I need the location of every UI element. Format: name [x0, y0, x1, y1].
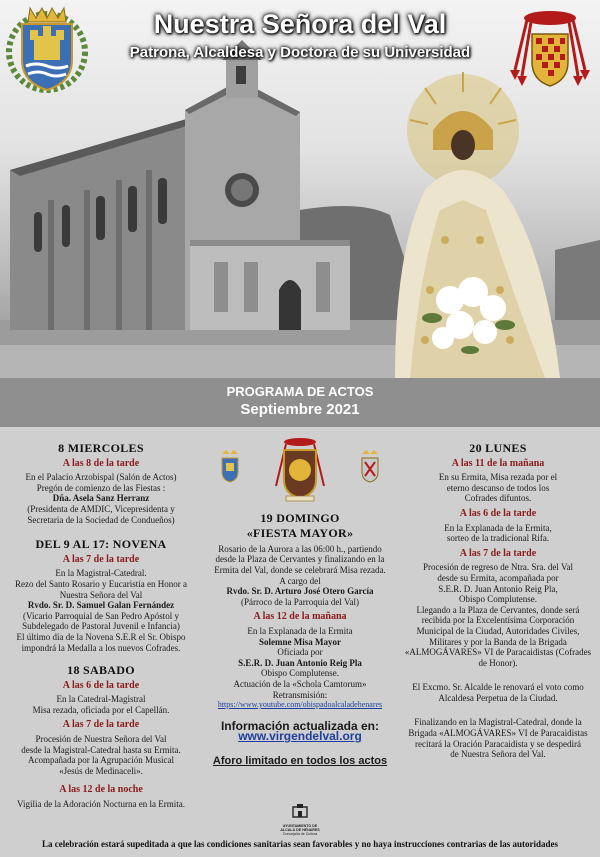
event-text: Oficiada por — [277, 647, 323, 658]
event-text: En la Magistral-Catedral. — [55, 568, 147, 579]
event-text: Llegando a la Plaza de Cervantes, donde será — [416, 604, 580, 615]
page-title: Nuestra Señora del Val — [153, 9, 447, 39]
page-subtitle: Patrona, Alcaldesa y Doctora de su Universidad — [129, 44, 471, 61]
event-text: En su Ermita, Misa rezada por el — [438, 472, 558, 483]
hero-photo-area — [0, 0, 600, 378]
event-text: Alcaldesa Perpetua de la Ciudad. — [438, 692, 558, 703]
event-text: desde la Plaza de Cervantes y finalizando en la — [215, 554, 385, 565]
event-text: recibida por la Excelentísima Corporación — [421, 615, 575, 626]
event-time: A las 7 de la tarde — [459, 547, 537, 559]
city-council-icon — [290, 803, 310, 819]
event-text: A cargo del — [279, 575, 321, 586]
city-emblem-icon — [222, 450, 238, 482]
event-text: En la Explanada de la Ermita — [247, 625, 353, 636]
event-text: En la Catedral-Magistral — [56, 694, 146, 705]
left-column — [6, 436, 196, 810]
event-text: «Jesús de Medinaceli». — [59, 765, 143, 776]
event-text: Subdelegado de Pastoral Juvenil e Infancia) — [22, 621, 180, 632]
event-text: En el Palacio Arzobispal (Salón de Actos) — [25, 472, 177, 483]
day-heading: 20 LUNES — [469, 441, 527, 455]
event-text: El Excmo. Sr. Alcalde le renovará el voto como — [412, 682, 584, 693]
event-text: desde su Ermita, acompañada por — [437, 572, 559, 583]
event-time: A las 7 de la tarde — [62, 719, 140, 731]
city-council-text: Concejalía de Cultura — [282, 832, 318, 836]
event-text: Secretaria de la Sociedad de Condueños) — [27, 514, 175, 525]
day-heading: 8 MIERCOLES — [58, 441, 144, 455]
event-text: Procesión de Nuestra Señora del Val — [35, 734, 167, 745]
program-date: Septiembre 2021 — [240, 401, 360, 418]
event-text: Actuación de la «Schola Camtorum» — [233, 678, 367, 689]
event-text: Municipal de la Ciudad, Autoridades Civiles, — [416, 625, 580, 636]
event-text: sorteo de la tradicional Rifa. — [446, 533, 550, 544]
event-text: Cofrades difuntos. — [464, 493, 532, 504]
event-text: En la Explanada de la Ermita, — [444, 522, 552, 533]
event-time: A las 6 de la tarde — [459, 507, 537, 519]
day-heading: 18 SABADO — [67, 663, 135, 678]
city-council-logo — [272, 803, 328, 836]
event-text: Pregón de comienzo de las Fiestas : — [36, 482, 166, 493]
event-time: A las 8 de la tarde — [62, 457, 140, 469]
event-text: eterno descanso de todos los — [446, 482, 550, 493]
city-council-text: AYUNTAMIENTO DE — [282, 824, 318, 828]
event-text: Procesión de regreso de Ntra. Sra. del Val — [422, 562, 574, 573]
bishop-emblem-icon — [276, 438, 324, 501]
event-text: Retransmisión: — [272, 689, 328, 700]
event-text: Acompañada por la Agrupación Musical — [28, 755, 174, 766]
right-column — [403, 436, 593, 760]
info-heading: Información actualizada en: — [220, 718, 380, 733]
program-heading: PROGRAMA DE ACTOS — [226, 384, 374, 399]
middle-column — [200, 436, 400, 766]
event-text: Finalizando en la Magistral-Catedral, donde la — [414, 717, 582, 728]
event-text: (Párroco de la Parroquia del Val) — [240, 596, 360, 607]
event-text: Obispo Complutense. — [261, 668, 339, 679]
event-time: A las 12 de la noche — [59, 784, 143, 796]
emblems-row — [200, 436, 400, 508]
event-speaker: Dña. Asela Sanz Herranz — [52, 493, 150, 504]
event-text: Obispo Complutense. — [459, 594, 537, 605]
feast-heading: «FIESTA MAYOR» — [246, 526, 354, 541]
event-text: Misa rezada, oficiada por el Capellán. — [32, 704, 170, 715]
event-text: Brigada «ALMOGÁVARES» VI de Paracaidistas — [408, 728, 588, 739]
event-text: «ALMOGÁVARES» VI de Paracaidistas (Cofrades — [404, 647, 592, 658]
event-time: A las 7 de la tarde — [62, 553, 140, 565]
event-text: impondrá la Medalla a los nuevos Cofrades. — [21, 642, 181, 653]
day-heading: DEL 9 AL 17: NOVENA — [35, 537, 167, 552]
event-text: Rosario de la Aurora a las 06:00 h., partiendo — [218, 543, 382, 554]
event-text: desde la Magistral-Catedral hasta su Ermita. — [21, 744, 181, 755]
event-speaker: S.E.R. D. Juan Antonio Reig Pla — [238, 657, 362, 668]
city-council-text: ALCALÁ DE HENARES — [280, 828, 320, 832]
event-text: recitará la Oración Paracaidista y se despedirá — [415, 738, 581, 749]
program-banner — [0, 378, 600, 427]
event-text: Nuestra Señora del Val — [59, 589, 143, 600]
event-text: de Nuestra Señora del Val. — [450, 749, 546, 760]
event-text: (Vicario Parroquial de San Pedro Apóstol y — [23, 610, 179, 621]
event-highlight: Solemne Misa Mayor — [259, 636, 341, 647]
youtube-link[interactable]: https://www.youtube.com/obispadoalcaladehenares — [217, 700, 383, 710]
event-text: de Honor). — [478, 657, 518, 668]
event-text: (Presidenta de AMDIC, Vicepresidenta y — [27, 503, 175, 514]
day-heading: 19 DOMINGO — [260, 510, 340, 525]
event-text: Rezo del Santo Rosario y Eucaristía en Honor a — [15, 578, 187, 589]
event-speaker: Rvdo. Sr. D. Arturo José Otero García — [226, 586, 374, 597]
event-text: El último día de la Novena S.E.R el Sr. Obispo — [16, 631, 186, 642]
event-text: S.E.R. D. Juan Antonio Reig Pla, — [438, 583, 558, 594]
event-speaker: Rvdo. Sr. D. Samuel Galan Fernández — [27, 600, 175, 611]
event-time: A las 6 de la tarde — [62, 679, 140, 691]
brigade-emblem-icon — [362, 450, 378, 482]
event-text: Vigilia de la Adoración Nocturna en la Ermita. — [17, 799, 185, 810]
capacity-notice: Aforo limitado en todos los actos — [212, 754, 388, 767]
footer-notice: La celebración estará supeditada a que las condiciones sanitarias sean favorables y no haya instrucciones contrarias de las autoridades — [41, 839, 558, 849]
event-time: A las 12 de la mañana — [253, 611, 347, 623]
event-text: Militares y por la Banda de la Brigada — [429, 636, 567, 647]
event-text: Ermita del Val, donde se celebrará Misa rezada. — [214, 564, 386, 575]
website-link[interactable]: www.virgendelval.org — [238, 729, 362, 744]
event-time: A las 11 de la mañana — [451, 457, 545, 469]
